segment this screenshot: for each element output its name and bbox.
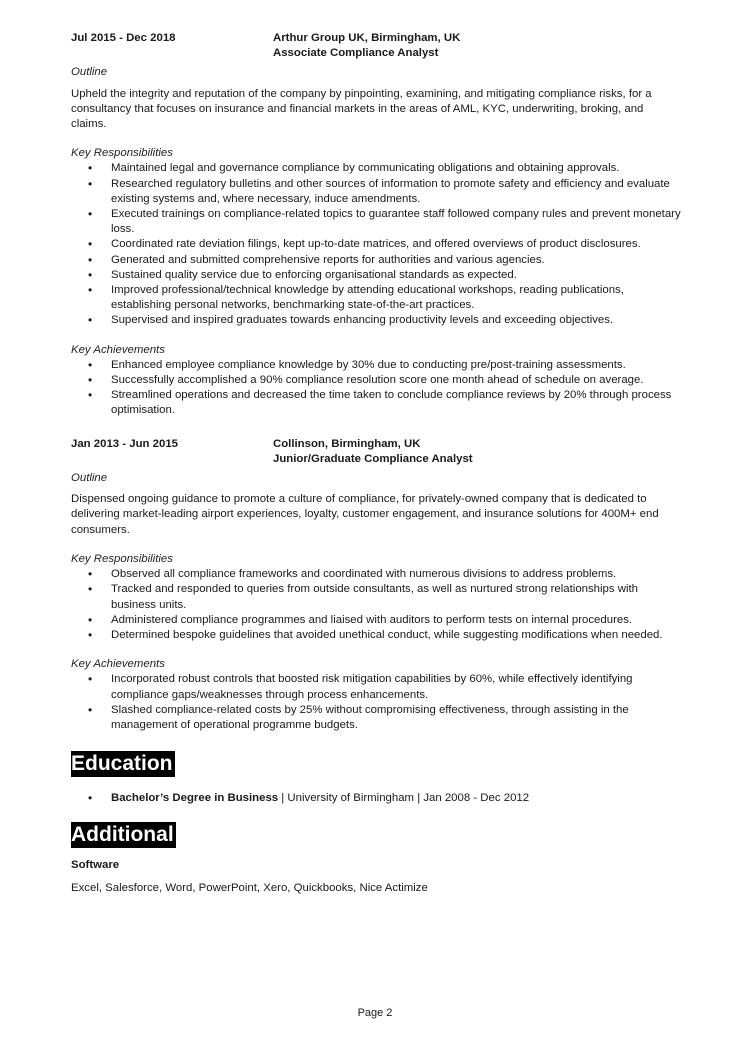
job-entry <box>71 31 681 419</box>
list-item: • Improved professional/technical knowledge by attending educational workshops, reading publications, establishing personal networks, benchmarking state-of-the-art practices. <box>71 283 681 313</box>
responsibilities-label: Key Responsibilities <box>71 552 173 565</box>
degree-name: Bachelor’s Degree in Business <box>111 792 279 805</box>
software-list: Excel, Salesforce, Word, PowerPoint, Xero, Quickbooks, Nice Actimize <box>71 881 428 894</box>
job-entry <box>71 437 681 733</box>
job-company: Collinson, Birmingham, UK <box>273 437 421 450</box>
job-org-block <box>273 31 460 61</box>
responsibilities-list <box>71 567 681 643</box>
outline-label: Outline <box>71 66 108 79</box>
list-item: • Determined bespoke guidelines that avoided unethical conduct, while suggesting modifications when needed. <box>71 628 681 643</box>
software-label: Software <box>71 859 120 872</box>
achievements-list <box>71 358 681 419</box>
achievements-label: Key Achievements <box>71 343 165 356</box>
job-outline: Upheld the integrity and reputation of the company by pinpointing, examining, and mitigating compliance risks, for a consultancy that focuses on insurance and financial markets in the areas of AML, KYC, underwriting, broking, and claims. <box>71 87 652 131</box>
list-item: • Streamlined operations and decreased the time taken to conclude compliance reviews by 20% through process optimisation. <box>71 388 681 418</box>
additional-heading: Additional <box>71 823 174 847</box>
list-item: • Incorporated robust controls that boosted risk mitigation capabilities by 60%, while effectively identifying compliance gaps/weaknesses through process enhancements. <box>71 672 681 702</box>
list-item: • Successfully accomplished a 90% compliance resolution score one month ahead of schedule on average. <box>71 373 681 388</box>
list-item: • Sustained quality service due to enforcing organisational standards as expected. <box>71 268 681 283</box>
job-dates: Jul 2015 - Dec 2018 <box>71 32 176 44</box>
job-company: Arthur Group UK, Birmingham, UK <box>273 32 461 44</box>
list-item: • Enhanced employee compliance knowledge by 30% due to conducting pre/post-training assessments. <box>71 358 681 373</box>
job-title: Associate Compliance Analyst <box>273 47 439 60</box>
achievements-label: Key Achievements <box>71 658 165 671</box>
list-item: • Tracked and responded to queries from outside consultants, as well as nurtured strong relationships with business units. <box>71 582 681 612</box>
list-item: • Executed trainings on compliance-related topics to guarantee staff followed company rules and prevent monetary loss. <box>71 207 681 237</box>
page-number: Page 2 <box>357 1007 393 1019</box>
education-section <box>71 751 681 806</box>
list-item: • Observed all compliance frameworks and coordinated with numerous divisions to address problems. <box>71 567 681 582</box>
job-header <box>71 437 681 467</box>
list-item: • Generated and submitted comprehensive reports for authorities and various agencies. <box>71 253 681 268</box>
achievements-list <box>71 672 681 733</box>
list-item: • Maintained legal and governance compliance by communicating obligations and obtaining approvals. <box>71 161 681 176</box>
resume-page <box>71 31 681 896</box>
list-item: • Administered compliance programmes and liaised with auditors to perform tests on internal procedures. <box>71 613 681 628</box>
degree-details: | University of Birmingham | Jan 2008 - Dec 2012 <box>278 792 530 805</box>
list-item: • Supervised and inspired graduates towards enhancing productivity levels and exceeding objectives. <box>71 313 681 328</box>
responsibilities-list <box>71 161 681 328</box>
list-item: • Slashed compliance-related costs by 25% without compromising effectiveness, through assisting in the management of operational programme budgets. <box>71 703 681 733</box>
list-item: • Coordinated rate deviation filings, kept up-to-date matrices, and offered overviews of product disclosures. <box>71 237 681 252</box>
responsibilities-label: Key Responsibilities <box>71 147 173 160</box>
job-dates: Jan 2013 - Jun 2015 <box>71 437 179 450</box>
job-org-block <box>273 437 473 467</box>
outline-label: Outline <box>71 472 108 485</box>
education-heading: Education <box>71 752 173 776</box>
job-title: Junior/Graduate Compliance Analyst <box>273 452 473 465</box>
job-header <box>71 31 681 61</box>
list-item: • Researched regulatory bulletins and other sources of information to promote safety and efficiency and evaluate existing systems and, where necessary, induce amendments. <box>71 177 681 207</box>
additional-section <box>71 822 681 895</box>
job-outline: Dispensed ongoing guidance to promote a culture of compliance, for privately-owned company that is dedicated to delivering market-leading airport experiences, loyalty, customer engagement, and insurance solutions for 400M+ end consumers. <box>71 493 659 536</box>
education-item <box>71 791 681 806</box>
